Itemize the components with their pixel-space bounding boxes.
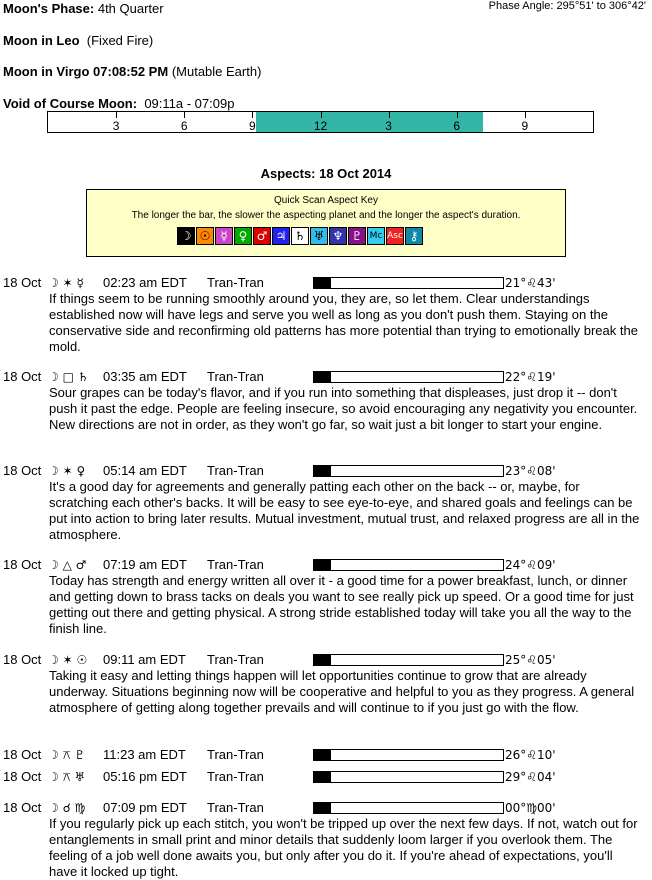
aspect-key-glyph-icon: Mc bbox=[367, 227, 385, 245]
aspect-description: If things seem to be running smoothly around you, they are, so let them. Clear understandings established now will have legs and serve you well as long as you don't push them. Staying on the conservative side and reconfirming old patterns has more potential than trying to emotionally break the mold. bbox=[49, 291, 638, 354]
aspect-glyphs: ☽ ✶ ♀ bbox=[48, 464, 86, 478]
timeline-hour-label: 3 bbox=[112, 119, 120, 133]
aspect-position: 23°♌08' bbox=[505, 464, 556, 478]
timeline-tick bbox=[321, 112, 322, 118]
aspect-date: 18 Oct bbox=[3, 769, 42, 784]
moon-phase-value: 4th Quarter bbox=[97, 1, 164, 16]
moon-phase-line bbox=[3, 1, 164, 16]
moon-in-leo-value: (Fixed Fire) bbox=[86, 33, 154, 48]
aspect-duration-bar bbox=[313, 465, 504, 477]
aspect-glyphs: ☽ □ ♄ bbox=[48, 370, 89, 384]
aspect-position: 22°♌19' bbox=[505, 370, 556, 384]
aspect-position: 24°♌09' bbox=[505, 558, 556, 572]
aspect-date: 18 Oct bbox=[3, 652, 42, 667]
aspect-key-glyph-icon: ♃ bbox=[272, 227, 290, 245]
aspect-key-description: The longer the bar, the slower the aspecting planet and the longer the aspect's duration. bbox=[131, 210, 521, 221]
moon-in-virgo-label: Moon in Virgo 07:08:52 PM bbox=[3, 64, 169, 79]
aspect-key-glyph-icon: ♂ bbox=[253, 227, 271, 245]
aspect-key-glyph-icon: ☽ bbox=[177, 227, 195, 245]
aspect-time: 07:09 pm EDT bbox=[103, 800, 187, 815]
aspect-type: Tran-Tran bbox=[207, 652, 264, 667]
aspect-time: 05:14 am EDT bbox=[103, 463, 187, 478]
aspect-key-glyph-icon: ♅ bbox=[310, 227, 328, 245]
voc-label: Void of Course Moon: bbox=[3, 96, 138, 111]
aspect-position: 26°♌10' bbox=[505, 748, 556, 762]
aspect-date: 18 Oct bbox=[3, 275, 42, 290]
aspect-key-glyph-icon: ♆ bbox=[329, 227, 347, 245]
aspect-duration-fill bbox=[314, 278, 331, 288]
aspect-time: 11:23 am EDT bbox=[103, 747, 186, 762]
aspect-position: 29°♌04' bbox=[505, 770, 556, 784]
aspect-time: 05:16 pm EDT bbox=[103, 769, 187, 784]
aspect-time: 09:11 am EDT bbox=[103, 652, 186, 667]
aspect-type: Tran-Tran bbox=[207, 275, 264, 290]
aspect-key-glyph-icon: ☿ bbox=[215, 227, 233, 245]
aspect-glyphs: ☽ ☌ ♍ bbox=[48, 801, 86, 815]
aspect-key-glyphs bbox=[177, 227, 424, 245]
aspect-duration-fill bbox=[314, 372, 331, 382]
aspect-date: 18 Oct bbox=[3, 800, 42, 815]
aspect-time: 02:23 am EDT bbox=[103, 275, 187, 290]
aspect-time: 07:19 am EDT bbox=[103, 557, 187, 572]
moon-phase-label: Moon's Phase: bbox=[3, 1, 95, 16]
aspect-date: 18 Oct bbox=[3, 747, 42, 762]
aspect-date: 18 Oct bbox=[3, 369, 42, 384]
aspect-duration-bar bbox=[313, 654, 504, 666]
void-of-course-timeline bbox=[47, 111, 594, 133]
aspect-glyphs: ☽ ⚻ ♅ bbox=[48, 770, 86, 784]
aspect-date: 18 Oct bbox=[3, 463, 42, 478]
aspect-duration-bar bbox=[313, 371, 504, 383]
aspect-type: Tran-Tran bbox=[207, 369, 264, 384]
aspect-position: 00°♍00' bbox=[505, 801, 556, 815]
timeline-tick bbox=[525, 112, 526, 118]
aspect-duration-fill bbox=[314, 803, 331, 813]
aspect-duration-bar bbox=[313, 802, 504, 814]
aspect-position: 21°♌43' bbox=[505, 276, 556, 290]
aspect-key-glyph-icon: ♄ bbox=[291, 227, 309, 245]
aspect-key-glyph-icon: ♀ bbox=[234, 227, 252, 245]
aspect-description: If you regularly pick up each stitch, you won't be tripped up over the next few days. If not, watch out for entanglements in small print and minor details that suddenly loom larger if you overlook them. The feeling of a job well done awaits you, but only after you do it. If you're ahead of expectations, you'll have it locked up tight. bbox=[49, 816, 638, 879]
aspect-type: Tran-Tran bbox=[207, 800, 264, 815]
aspect-duration-bar bbox=[313, 749, 504, 761]
moon-in-leo-label: Moon in Leo bbox=[3, 33, 80, 48]
aspect-description: Taking it easy and letting things happen will let opportunities continue to grow that are already underway. Situations beginning now will be cooperative and helpful to you as they progress. A general atmosphere of getting along together prevails and will continue to if you just go with the flow. bbox=[49, 668, 635, 715]
aspect-date: 18 Oct bbox=[3, 557, 42, 572]
aspect-key-glyph-icon: Asc bbox=[386, 227, 404, 245]
timeline-hour-label: 3 bbox=[385, 119, 392, 133]
aspect-description: It's a good day for agreements and generally patting each other on the back -- or, maybe, for scratching each other's backs. It will be easy to see eye-to-eye, and shared goals and feelings can be put into action to bring later results. Mutual investment, mutual trust, and relaxed progress are all in the atmosphere. bbox=[49, 479, 640, 542]
timeline-tick bbox=[389, 112, 390, 118]
timeline-hour-label: 6 bbox=[453, 119, 461, 133]
aspect-description: Sour grapes can be today's flavor, and if you run into something that displeases, just drop it -- don't push it past the edge. People are feeling insecure, so avoid encouraging any negativity you encounter. New directions are not in order, as they won't go far, so wait just a bit longer to start your engine. bbox=[49, 385, 638, 432]
aspect-glyphs: ☽ ⚻ ♇ bbox=[48, 748, 86, 762]
voc-fill-bar bbox=[256, 112, 482, 132]
aspect-duration-bar bbox=[313, 771, 504, 783]
timeline-tick bbox=[252, 112, 253, 118]
aspect-description: Today has strength and energy written all over it - a good time for a power breakfast, lunch, or dinner and getting down to brass tacks on deals you want to see really pick up speed. Or a good time for just getting out there and getting physical. A strong stride established today will take you all the way to the finish line. bbox=[49, 573, 634, 636]
moon-in-virgo-value: (Mutable Earth) bbox=[171, 64, 262, 79]
void-of-course-line bbox=[3, 96, 234, 111]
aspect-duration-fill bbox=[314, 750, 331, 760]
timeline-tick bbox=[116, 112, 117, 118]
timeline-hour-label: 12 bbox=[313, 119, 328, 133]
aspect-type: Tran-Tran bbox=[207, 463, 264, 478]
moon-in-virgo-line bbox=[3, 64, 261, 79]
aspect-duration-fill bbox=[314, 466, 331, 476]
timeline-hour-label: 9 bbox=[521, 119, 529, 133]
aspect-time: 03:35 am EDT bbox=[103, 369, 187, 384]
aspect-key-title: Quick Scan Aspect Key bbox=[274, 195, 378, 206]
aspect-position: 25°♌05' bbox=[505, 653, 556, 667]
aspect-duration-fill bbox=[314, 772, 331, 782]
aspect-type: Tran-Tran bbox=[207, 557, 264, 572]
timeline-tick bbox=[457, 112, 458, 118]
aspect-key-box bbox=[86, 189, 566, 257]
voc-value: 09:11a - 07:09p bbox=[144, 96, 235, 111]
aspect-type: Tran-Tran bbox=[207, 769, 264, 784]
aspect-glyphs: ☽ ✶ ☿ bbox=[48, 276, 84, 290]
timeline-hour-label: 6 bbox=[180, 119, 188, 133]
moon-in-leo-line bbox=[3, 33, 153, 48]
aspect-duration-fill bbox=[314, 560, 331, 570]
aspect-duration-bar bbox=[313, 559, 504, 571]
aspect-key-glyph-icon: ⚷ bbox=[405, 227, 423, 245]
timeline-tick bbox=[184, 112, 185, 118]
aspect-glyphs: ☽ ✶ ☉ bbox=[48, 653, 88, 667]
aspect-duration-bar bbox=[313, 277, 504, 289]
aspect-type: Tran-Tran bbox=[207, 747, 264, 762]
aspect-key-glyph-icon: ♇ bbox=[348, 227, 366, 245]
phase-angle: Phase Angle: 295°51' to 306°42' bbox=[488, 0, 646, 12]
aspect-duration-fill bbox=[314, 655, 331, 665]
aspect-key-glyph-icon: ☉ bbox=[196, 227, 214, 245]
aspects-title: Aspects: 18 Oct 2014 bbox=[260, 166, 392, 181]
aspect-glyphs: ☽ △ ♂ bbox=[48, 558, 87, 572]
timeline-hour-label: 9 bbox=[249, 119, 256, 133]
